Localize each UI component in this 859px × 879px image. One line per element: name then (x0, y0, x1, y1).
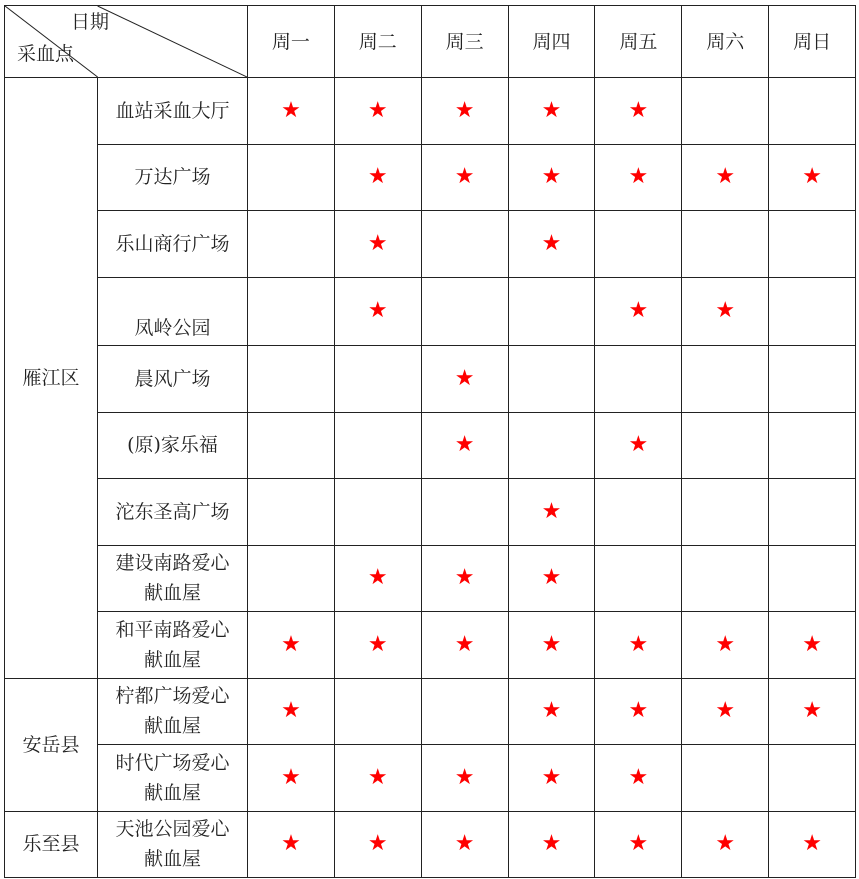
star-icon: ★ (715, 631, 736, 657)
day-header: 周四 (508, 6, 595, 78)
star-icon: ★ (628, 432, 649, 458)
corner-site-label: 采血点 (17, 43, 75, 65)
schedule-cell (595, 612, 682, 679)
schedule-cell (334, 745, 421, 812)
schedule-cell (248, 277, 335, 346)
star-icon: ★ (367, 230, 388, 256)
schedule-cell (595, 811, 682, 878)
star-icon: ★ (281, 97, 301, 123)
site-name-line: 万达广场 (134, 166, 211, 189)
schedule-cell (595, 479, 682, 546)
schedule-cell (508, 346, 595, 413)
schedule-cell (595, 346, 682, 413)
schedule-cell (595, 545, 682, 612)
star-icon: ★ (715, 164, 736, 190)
site-row (5, 479, 856, 546)
star-icon: ★ (628, 164, 649, 190)
site-row (5, 277, 856, 346)
star-icon: ★ (367, 631, 388, 657)
site-name-line: 沱东圣高广场 (115, 500, 230, 523)
star-icon: ★ (628, 698, 649, 724)
star-icon: ★ (541, 565, 562, 591)
schedule-cell (248, 346, 335, 413)
schedule-cell (682, 479, 769, 546)
site-name-line: 乐山商行广场 (115, 232, 230, 255)
star-icon: ★ (454, 365, 475, 391)
site-name-line: 血站采血大厅 (115, 99, 230, 122)
site-name-line: 献血屋 (143, 648, 201, 671)
star-icon: ★ (715, 831, 736, 857)
site-row (5, 612, 856, 679)
star-icon: ★ (541, 97, 562, 123)
schedule-cell (595, 144, 682, 211)
schedule-cell (508, 678, 595, 745)
site-name-line: 献血屋 (143, 715, 201, 738)
star-icon: ★ (628, 764, 649, 790)
schedule-cell (248, 412, 335, 479)
schedule-cell (421, 144, 508, 211)
site-name-cell (98, 545, 248, 612)
schedule-body (5, 78, 856, 878)
star-icon: ★ (541, 698, 562, 724)
header-row (5, 6, 856, 78)
site-row (5, 811, 856, 878)
schedule-cell (421, 277, 508, 346)
schedule-cell (769, 811, 856, 878)
schedule-cell (595, 277, 682, 346)
star-icon: ★ (454, 432, 475, 458)
star-icon: ★ (541, 631, 562, 657)
star-icon: ★ (802, 631, 822, 657)
schedule-cell (682, 144, 769, 211)
site-name-cell (98, 612, 248, 679)
schedule-cell (769, 545, 856, 612)
site-name-line: 晨风广场 (134, 367, 211, 390)
schedule-cell (595, 745, 682, 812)
schedule-cell (334, 211, 421, 278)
schedule-cell (248, 811, 335, 878)
site-row (5, 211, 856, 278)
schedule-cell (421, 479, 508, 546)
schedule-cell (682, 412, 769, 479)
star-icon: ★ (367, 764, 388, 790)
district-cell: 安岳县 (5, 678, 98, 811)
schedule-cell (334, 811, 421, 878)
site-name-line: 柠都广场爱心 (115, 685, 230, 708)
schedule-cell (769, 144, 856, 211)
schedule-cell (334, 144, 421, 211)
site-row (5, 144, 856, 211)
schedule-cell (682, 211, 769, 278)
star-icon: ★ (454, 164, 475, 190)
day-header: 周五 (595, 6, 682, 78)
site-name-line: 建设南路爱心 (115, 552, 230, 575)
site-name-line: 时代广场爱心 (115, 751, 230, 774)
schedule-cell (421, 211, 508, 278)
star-icon: ★ (281, 698, 301, 724)
schedule-cell (769, 678, 856, 745)
corner-date-label: 日期 (71, 11, 110, 33)
schedule-cell (334, 545, 421, 612)
site-name-cell (98, 277, 248, 346)
schedule-cell (682, 811, 769, 878)
site-name-cell (98, 811, 248, 878)
schedule-cell (595, 211, 682, 278)
schedule-cell (508, 277, 595, 346)
day-header: 周日 (769, 6, 856, 78)
site-name-line: 献血屋 (143, 848, 201, 871)
schedule-cell (248, 78, 335, 145)
schedule-cell (508, 479, 595, 546)
schedule-cell (508, 545, 595, 612)
site-row (5, 545, 856, 612)
schedule-cell (334, 678, 421, 745)
schedule-cell (248, 678, 335, 745)
star-icon: ★ (715, 298, 736, 324)
schedule-cell (769, 277, 856, 346)
schedule-cell (334, 277, 421, 346)
star-icon: ★ (454, 631, 475, 657)
star-icon: ★ (367, 831, 388, 857)
schedule-cell (248, 144, 335, 211)
site-name-cell (98, 678, 248, 745)
star-icon: ★ (802, 164, 822, 190)
schedule-cell (334, 412, 421, 479)
schedule-cell (682, 78, 769, 145)
schedule-cell (595, 78, 682, 145)
blood-collection-schedule-table (4, 5, 856, 878)
star-icon: ★ (541, 764, 562, 790)
schedule-cell (508, 211, 595, 278)
schedule-cell (248, 479, 335, 546)
schedule-cell (334, 78, 421, 145)
schedule-cell (508, 412, 595, 479)
site-name-line: (原)家乐福 (127, 434, 218, 457)
schedule-cell (769, 346, 856, 413)
schedule-cell (769, 612, 856, 679)
schedule-cell (595, 678, 682, 745)
site-row (5, 745, 856, 812)
site-name-cell (98, 346, 248, 413)
site-name-line: 和平南路爱心 (115, 618, 230, 641)
schedule-cell (334, 346, 421, 413)
schedule-cell (248, 545, 335, 612)
schedule-cell (769, 745, 856, 812)
site-name-cell (98, 211, 248, 278)
star-icon: ★ (454, 565, 475, 591)
schedule-cell (595, 412, 682, 479)
corner-header-cell (5, 6, 248, 78)
schedule-cell (421, 745, 508, 812)
schedule-cell (769, 479, 856, 546)
schedule-cell (508, 78, 595, 145)
day-header: 周二 (334, 6, 421, 78)
schedule-cell (421, 811, 508, 878)
star-icon: ★ (367, 164, 388, 190)
site-name-cell (98, 412, 248, 479)
schedule-cell (682, 678, 769, 745)
site-row (5, 78, 856, 145)
star-icon: ★ (541, 230, 562, 256)
star-icon: ★ (802, 831, 822, 857)
site-row (5, 346, 856, 413)
site-name-cell (98, 78, 248, 145)
schedule-cell (769, 211, 856, 278)
schedule-cell (682, 277, 769, 346)
star-icon: ★ (367, 565, 388, 591)
star-icon: ★ (628, 831, 649, 857)
star-icon: ★ (802, 698, 822, 724)
star-icon: ★ (367, 298, 388, 324)
schedule-cell (421, 412, 508, 479)
site-name-line: 天池公园爱心 (115, 818, 230, 841)
star-icon: ★ (628, 97, 649, 123)
schedule-cell (682, 545, 769, 612)
star-icon: ★ (454, 97, 475, 123)
district-cell: 乐至县 (5, 811, 98, 878)
schedule-cell (508, 144, 595, 211)
star-icon: ★ (628, 298, 649, 324)
site-row (5, 678, 856, 745)
schedule-cell (334, 612, 421, 679)
star-icon: ★ (281, 831, 301, 857)
star-icon: ★ (281, 631, 301, 657)
star-icon: ★ (454, 764, 475, 790)
site-name-line: 献血屋 (143, 781, 201, 804)
star-icon: ★ (541, 831, 562, 857)
schedule-cell (334, 479, 421, 546)
schedule-cell (421, 346, 508, 413)
star-icon: ★ (454, 831, 475, 857)
schedule-cell (769, 412, 856, 479)
site-row (5, 412, 856, 479)
schedule-cell (508, 745, 595, 812)
schedule-cell (769, 78, 856, 145)
schedule-cell (248, 745, 335, 812)
star-icon: ★ (715, 698, 736, 724)
star-icon: ★ (281, 764, 301, 790)
schedule-cell (508, 811, 595, 878)
schedule-cell (421, 678, 508, 745)
site-name-cell (98, 745, 248, 812)
schedule-cell (421, 612, 508, 679)
site-name-line: 凤岭公园 (134, 317, 211, 339)
schedule-cell (248, 211, 335, 278)
day-header: 周一 (248, 6, 335, 78)
schedule-cell (682, 346, 769, 413)
star-icon: ★ (367, 97, 388, 123)
day-header: 周三 (421, 6, 508, 78)
star-icon: ★ (541, 498, 562, 524)
schedule-cell (248, 612, 335, 679)
star-icon: ★ (628, 631, 649, 657)
district-cell: 雁江区 (5, 78, 98, 679)
day-header: 周六 (682, 6, 769, 78)
schedule-cell (421, 78, 508, 145)
schedule-cell (682, 612, 769, 679)
site-name-cell (98, 144, 248, 211)
schedule-cell (682, 745, 769, 812)
star-icon: ★ (541, 164, 562, 190)
site-name-cell (98, 479, 248, 546)
site-name-line: 献血屋 (143, 582, 201, 605)
schedule-cell (421, 545, 508, 612)
schedule-cell (508, 612, 595, 679)
